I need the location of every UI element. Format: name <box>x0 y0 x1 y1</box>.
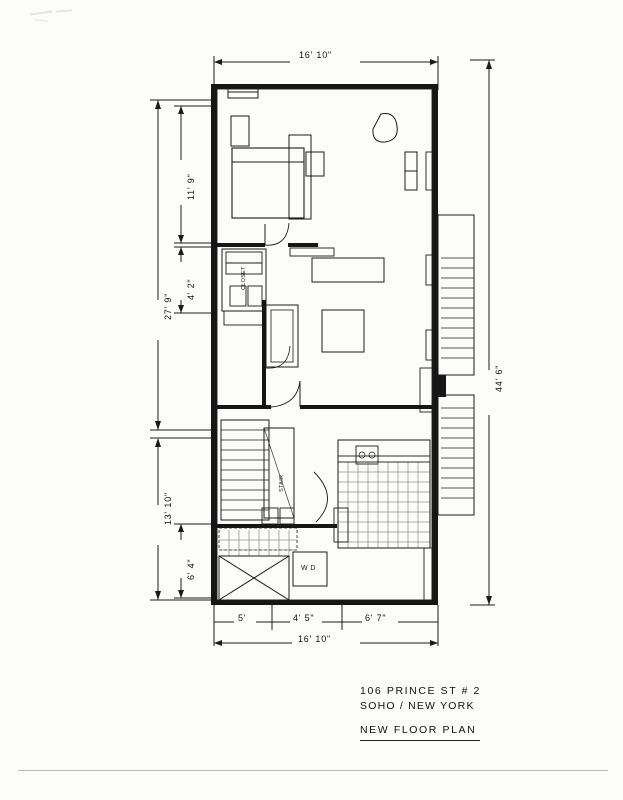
scan-artifact <box>30 10 52 15</box>
dimension-left-entry: 6' 4" <box>186 558 196 580</box>
title-drawing-name: NEW FLOOR PLAN <box>360 724 477 736</box>
sheet-bottom-rule <box>18 770 608 771</box>
dimension-bottom-seg-2: 4' 5" <box>293 613 315 623</box>
title-underline <box>360 740 480 741</box>
washer-dryer-label: W D <box>301 565 316 572</box>
dimension-left-bedroom: 11' 9" <box>186 173 196 200</box>
dimension-bottom-seg-1: 5' <box>238 613 247 623</box>
dimension-top-overall: 16' 10" <box>299 50 333 60</box>
title-address: 106 PRINCE ST # 2 <box>360 685 481 697</box>
dimension-bottom-seg-3: 6' 7" <box>365 613 387 623</box>
title-city: SOHO / NEW YORK <box>360 700 475 712</box>
dimension-bottom-overall: 16' 10" <box>298 634 332 644</box>
stair-label: STAIR <box>279 474 285 492</box>
dimension-left-upper-overall: 27' 9" <box>163 292 173 320</box>
closet-label: CLOSET <box>241 266 247 290</box>
dimension-left-bath: 4' 2" <box>186 278 196 300</box>
scan-artifact <box>34 19 48 21</box>
dimension-right-overall: 44' 6" <box>494 364 504 392</box>
scan-artifact <box>56 9 72 12</box>
dimension-left-lower-overall: 13' 10" <box>163 491 173 525</box>
title-block <box>360 685 590 741</box>
